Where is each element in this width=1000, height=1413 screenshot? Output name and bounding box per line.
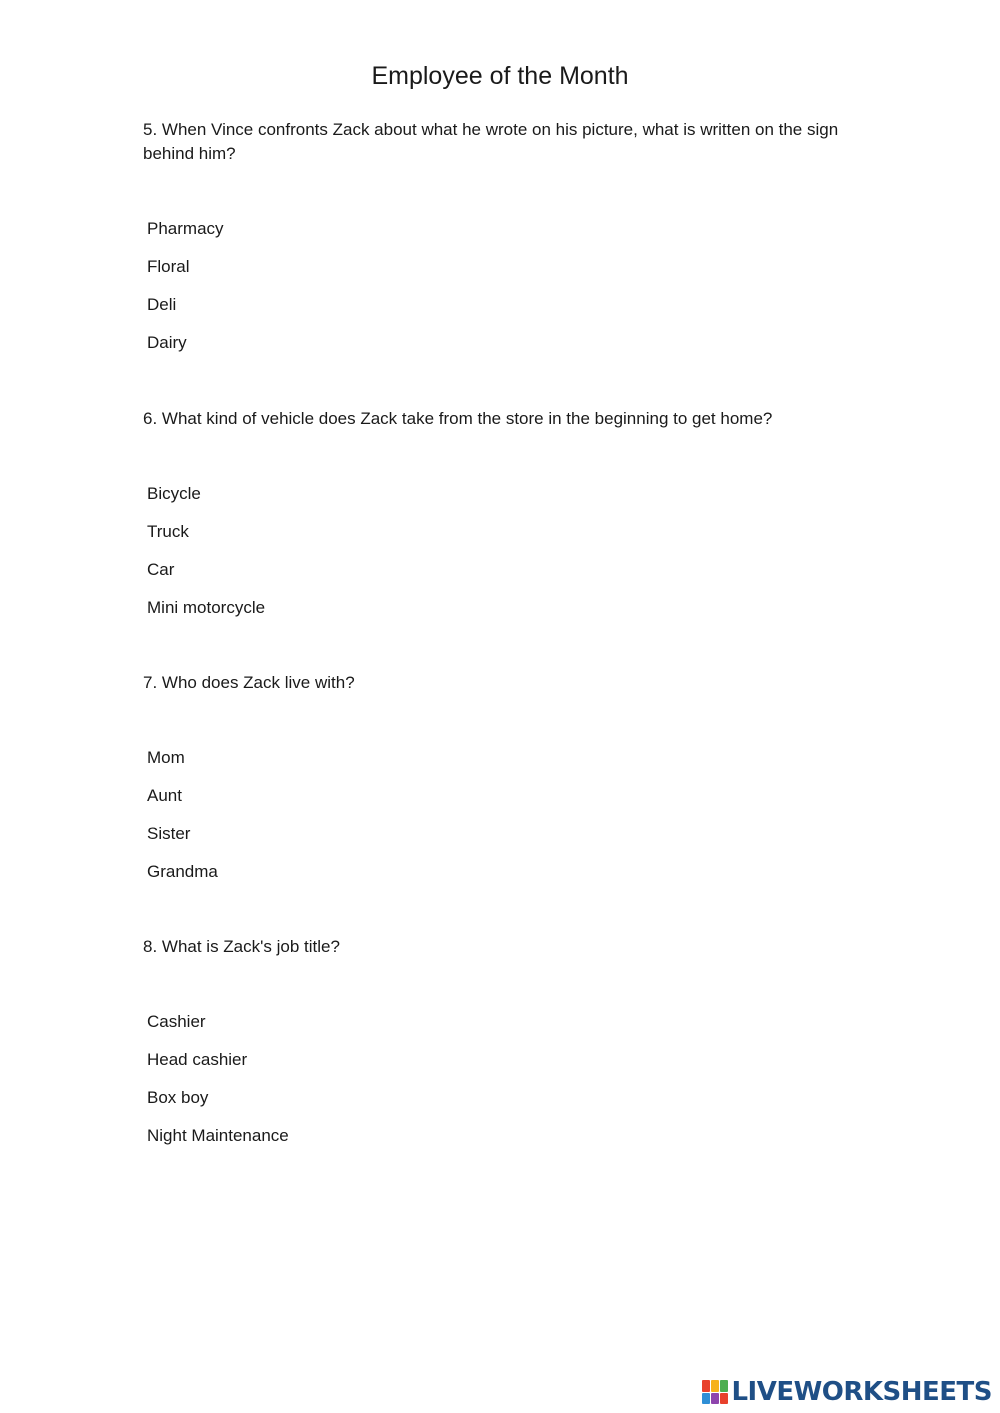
answer-options: [147, 746, 218, 898]
answer-option[interactable]: Mom: [147, 748, 185, 767]
question-5: [143, 118, 863, 352]
question-text: 5. When Vince confronts Zack about what he wrote on his picture, what is written on the sign behind him?: [143, 120, 839, 163]
answer-option[interactable]: Car: [147, 560, 175, 579]
answer-option[interactable]: Truck: [147, 522, 189, 541]
answer-option[interactable]: Floral: [147, 257, 190, 276]
answer-option[interactable]: Night Maintenance: [147, 1126, 289, 1145]
answer-option[interactable]: Aunt: [147, 786, 182, 805]
answer-option[interactable]: Head cashier: [147, 1050, 248, 1069]
question-8: [143, 935, 863, 1145]
answer-option[interactable]: Dairy: [147, 333, 187, 352]
question-text: 6. What kind of vehicle does Zack take from the store in the beginning to get home?: [143, 409, 773, 428]
liveworksheets-logo-icon: [702, 1380, 728, 1404]
answer-options: [147, 217, 224, 369]
question-6: [143, 407, 863, 617]
answer-option[interactable]: Cashier: [147, 1012, 206, 1031]
question-text: 7. Who does Zack live with?: [143, 673, 355, 692]
answer-option[interactable]: Mini motorcycle: [147, 598, 266, 617]
answer-option[interactable]: Pharmacy: [147, 219, 224, 238]
question-text: 8. What is Zack's job title?: [143, 937, 340, 956]
brand-text: LIVEWORKSHEETS: [731, 1377, 992, 1407]
liveworksheets-branding: [702, 1375, 992, 1409]
answer-options: [147, 1010, 289, 1162]
answer-option[interactable]: Grandma: [147, 862, 218, 881]
answer-option[interactable]: Bicycle: [147, 484, 201, 503]
answer-option[interactable]: Box boy: [147, 1088, 209, 1107]
answer-option[interactable]: Sister: [147, 824, 191, 843]
question-7: [143, 671, 863, 881]
answer-options: [147, 482, 265, 634]
answer-option[interactable]: Deli: [147, 295, 177, 314]
page-title: Employee of the Month: [371, 62, 629, 90]
